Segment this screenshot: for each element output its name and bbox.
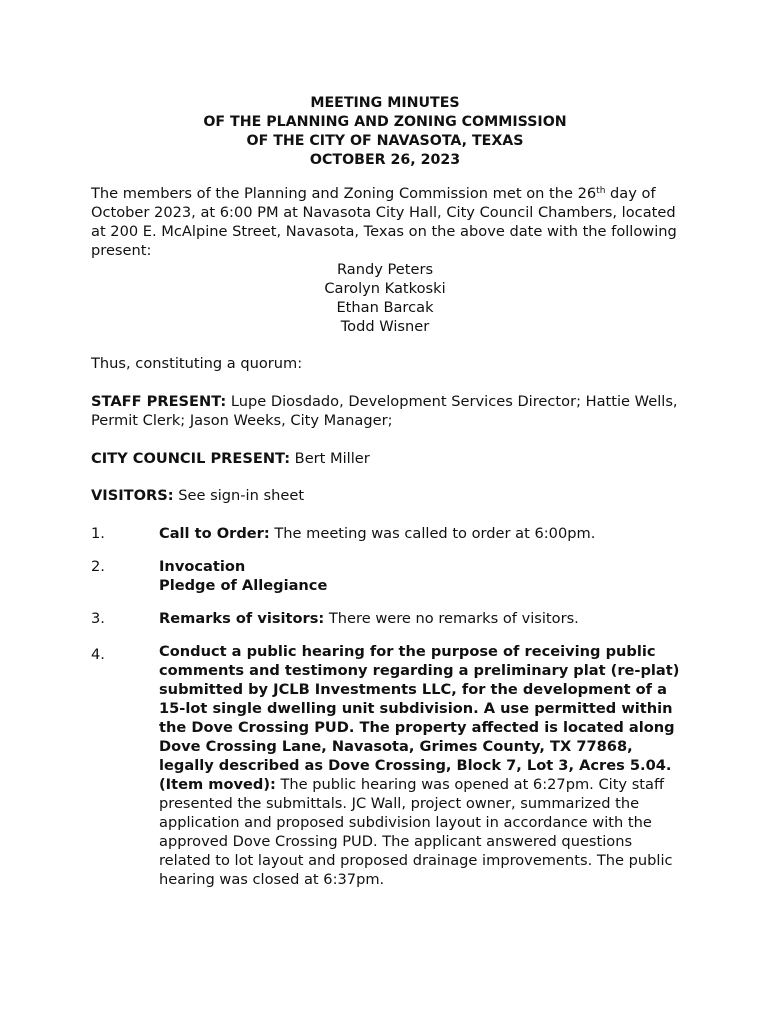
- title-date: OCTOBER 26, 2023: [309, 152, 461, 168]
- item-title: Conduct a public hearing for the purpose of receiving public comments and testimony regarding a preliminary plat (re-plat) submitted by JCLB Investments LLC, for the development of a 15-lot single dwelling unit subdivision. A use permitted within the Dove Crossing PUD. The property affected is located along Dove Crossing Lane, Navasota, Grimes County, TX 77868, legally described as Dove Crossing, Block 7, Lot 3, Acres 5.04. (Item moved):: [159, 643, 680, 793]
- visitors-line: [91, 486, 691, 505]
- members-present-list: [0, 260, 770, 336]
- intro-paragraph: [91, 184, 691, 260]
- council-label: CITY COUNCIL PRESENT:: [91, 450, 291, 467]
- agenda-item-public-hearing: [159, 642, 681, 889]
- staff-present: [91, 392, 691, 430]
- member-name: Todd Wisner: [340, 318, 430, 335]
- item-title-2: Pledge of Allegiance: [159, 577, 328, 594]
- staff-label: STAFF PRESENT:: [91, 393, 227, 410]
- intro-superscript: th: [596, 186, 606, 196]
- item-text: There were no remarks of visitors.: [324, 610, 579, 627]
- visitors-label: VISITORS:: [91, 487, 174, 504]
- title-line-1: MEETING MINUTES: [310, 95, 460, 111]
- document-title: [0, 94, 770, 170]
- item-number: 4.: [91, 646, 105, 663]
- agenda-item-invocation: [159, 557, 689, 595]
- item-number: 2.: [91, 558, 105, 575]
- agenda-item-call-to-order: [159, 524, 689, 543]
- item-number: 3.: [91, 610, 105, 627]
- member-name: Ethan Barcak: [336, 299, 434, 316]
- visitors-text: See sign-in sheet: [173, 487, 305, 504]
- council-text: Bert Miller: [290, 450, 370, 467]
- item-title: Call to Order:: [159, 525, 270, 542]
- member-name: Randy Peters: [336, 261, 434, 278]
- title-line-3: OF THE CITY OF NAVASOTA, TEXAS: [246, 133, 524, 149]
- item-text: The meeting was called to order at 6:00pm.: [269, 525, 596, 542]
- intro-text-start: The members of the Planning and Zoning Commission met on the 26: [91, 185, 597, 202]
- title-line-2: OF THE PLANNING AND ZONING COMMISSION: [203, 114, 567, 130]
- quorum-statement: Thus, constituting a quorum:: [91, 355, 303, 372]
- intro-text-end: day of October 2023, at 6:00 PM at Navasota City Hall, City Council Chambers, located at 200 E. McAlpine Street, Navasota, Texas on the above date with the following present:: [91, 185, 677, 259]
- staff-text: Lupe Diosdado, Development Services Director; Hattie Wells, Permit Clerk; Jason Weeks, City Manager;: [91, 393, 678, 429]
- item-title: Invocation: [159, 558, 246, 575]
- item-number: 1.: [91, 525, 105, 542]
- council-present: [91, 449, 691, 468]
- item-title: Remarks of visitors:: [159, 610, 325, 627]
- member-name: Carolyn Katkoski: [324, 280, 446, 297]
- item-text: The public hearing was opened at 6:27pm. City staff presented the submittals. JC Wall, project owner, summarized the application and proposed subdivision layout in accordance with the approved Dove Crossing PUD. The applicant answered questions related to lot layout and proposed drainage improvements. The public hearing was closed at 6:37pm.: [159, 776, 673, 888]
- agenda-item-remarks: [159, 609, 689, 628]
